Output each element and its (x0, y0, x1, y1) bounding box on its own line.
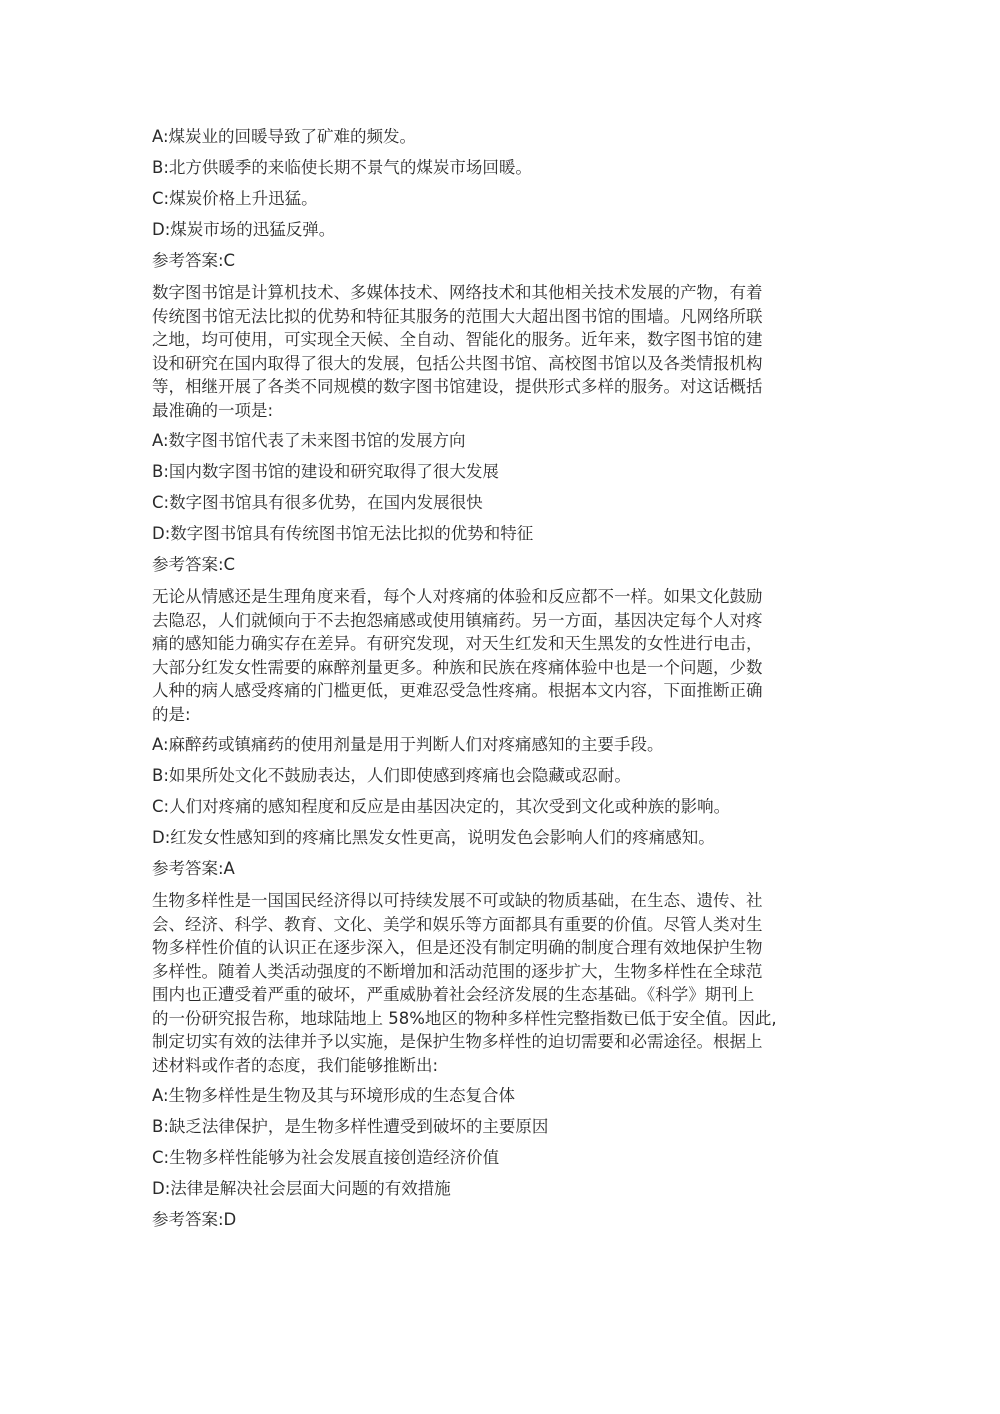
option-d: D:红发女性感知到的疼痛比黑发女性更高，说明发色会影响人们的疼痛感知。 (152, 828, 715, 847)
option-b: B:北方供暖季的来临使长期不景气的煤炭市场回暖。 (152, 158, 532, 177)
option-d: D:数字图书馆具有传统图书馆无法比拟的优势和特征 (152, 524, 534, 543)
document-page (152, 121, 842, 1235)
stem-line: 述材料或作者的态度，我们能够推断出: (152, 1055, 439, 1075)
option-a: A:麻醉药或镇痛药的使用剂量是用于判断人们对疼痛感知的主要手段。 (152, 735, 664, 754)
option-c: C:煤炭价格上升迅猛。 (152, 189, 318, 208)
question-1 (152, 121, 842, 276)
question-stem (152, 281, 842, 422)
stem-line: 传统图书馆无法比拟的优势和特征其服务的范围大大超出图书馆的围墙。凡网络所联 (152, 306, 763, 326)
stem-line: 物多样性价值的认识正在逐步深入，但是还没有制定明确的制度合理有效地保护生物 (152, 938, 763, 957)
reference-answer: 参考答案:A (152, 859, 235, 878)
reference-answer: 参考答案:D (152, 1210, 237, 1229)
option-b: B:缺乏法律保护，是生物多样性遭受到破坏的主要原因 (152, 1117, 549, 1136)
stem-line: 等，相继开展了各类不同规模的数字图书馆建设，提供形式多样的服务。对这话概括 (152, 377, 763, 396)
option-b: B:如果所处文化不鼓励表达，人们即使感到疼痛也会隐藏或忍耐。 (152, 766, 631, 785)
option-c: C:生物多样性能够为社会发展直接创造经济价值 (152, 1148, 500, 1167)
stem-line: 痛的感知能力确实存在差异。有研究发现，对天生红发和天生黑发的女性进行电击， (152, 634, 763, 653)
stem-line: 数字图书馆是计算机技术、多媒体技术、网络技术和其他相关技术发展的产物，有着 (152, 283, 763, 302)
option-a: A:煤炭业的回暖导致了矿难的频发。 (152, 127, 417, 146)
stem-line: 会、经济、科学、教育、文化、美学和娱乐等方面都具有重要的价值。尽管人类对生 (152, 914, 763, 934)
stem-line: 设和研究在国内取得了很大的发展，包括公共图书馆、高校图书馆以及各类情报机构 (152, 353, 763, 373)
question-4 (152, 889, 842, 1235)
stem-line: 人种的病人感受疼痛的门槛更低，更难忍受急性疼痛。根据本文内容，下面推断正确 (152, 681, 763, 700)
stem-line: 围内也正遭受着严重的破坏，严重威胁着社会经济发展的生态基础。《科学》期刊上 (152, 985, 755, 1004)
option-a: A:数字图书馆代表了未来图书馆的发展方向 (152, 431, 466, 450)
stem-line: 制定切实有效的法律并予以实施，是保护生物多样性的迫切需要和必需途径。根据上 (152, 1032, 763, 1051)
option-b: B:国内数字图书馆的建设和研究取得了很大发展 (152, 462, 499, 481)
reference-answer: 参考答案:C (152, 555, 236, 574)
question-2 (152, 281, 842, 580)
stem-line: 的是: (152, 704, 191, 724)
option-d: D:法律是解决社会层面大问题的有效措施 (152, 1179, 451, 1198)
option-c: C:数字图书馆具有很多优势，在国内发展很快 (152, 493, 483, 512)
question-stem (152, 889, 842, 1077)
question-3 (152, 585, 842, 884)
stem-line: 多样性。随着人类活动强度的不断增加和活动范围的逐步扩大，生物多样性在全球范 (152, 961, 763, 981)
question-stem (152, 585, 842, 726)
stem-line: 无论从情感还是生理角度来看，每个人对疼痛的体验和反应都不一样。如果文化鼓励 (152, 587, 763, 606)
option-d: D:煤炭市场的迅猛反弹。 (152, 220, 336, 239)
reference-answer: 参考答案:C (152, 251, 236, 270)
stem-line: 最准确的一项是: (152, 400, 274, 420)
stem-line: 生物多样性是一国国民经济得以可持续发展不可或缺的物质基础，在生态、遗传、社 (152, 891, 763, 910)
option-c: C:人们对疼痛的感知程度和反应是由基因决定的，其次受到文化或种族的影响。 (152, 797, 731, 816)
stem-line: 大部分红发女性需要的麻醉剂量更多。种族和民族在疼痛体验中也是一个问题，少数 (152, 657, 763, 677)
stem-line: 去隐忍，人们就倾向于不去抱怨痛感或使用镇痛药。另一方面，基因决定每个人对疼 (152, 610, 763, 630)
stem-line: 的一份研究报告称，地球陆地上 58%地区的物种多样性完整指数已低于安全值。因此, (152, 1008, 777, 1028)
option-a: A:生物多样性是生物及其与环境形成的生态复合体 (152, 1086, 516, 1105)
stem-line: 之地，均可使用，可实现全天候、全自动、智能化的服务。近年来，数字图书馆的建 (152, 330, 763, 349)
